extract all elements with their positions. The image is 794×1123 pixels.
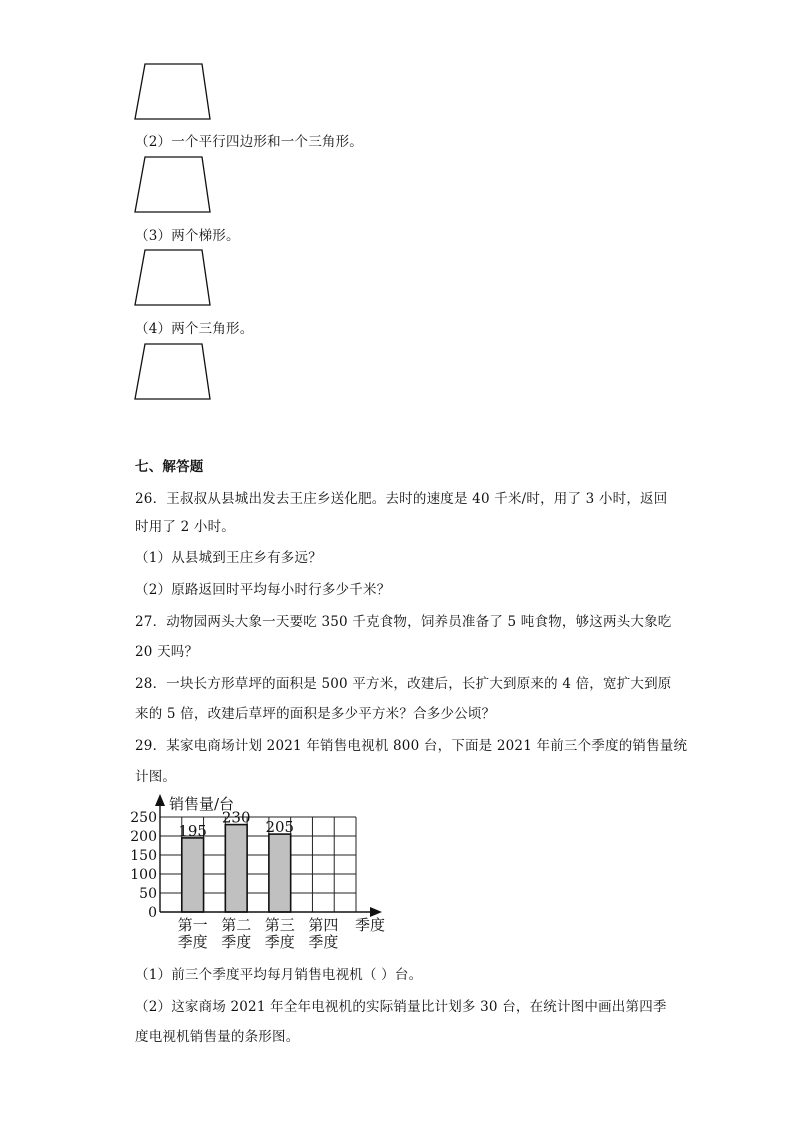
y-tick-label-3: 150 xyxy=(130,848,157,864)
problem-26-sub-1: （1）从县城到王庄乡有多远？ xyxy=(135,550,322,566)
problem-27-line-1: 27．动物园两头大象一天要吃 350 千克食物，饲养员准备了 5 吨食物，够这两头大象吃 xyxy=(135,614,672,630)
problem-29-line-2: 计图。 xyxy=(135,769,177,785)
item-4-text: （4）两个三角形。 xyxy=(135,321,254,337)
x-category-label-2-line-2: 季度 xyxy=(221,933,252,951)
x-category-label-1-line-1: 第一 xyxy=(177,916,208,934)
problem-29-sub-2-line-2: 度电视机销售量的条形图。 xyxy=(135,1029,300,1045)
sales-bar-chart xyxy=(130,790,400,955)
data-label-3: 205 xyxy=(265,818,295,837)
problem-28-line-1: 28．一块长方形草坪的面积是 500 平方米，改建后，长扩大到原来的 4 倍，宽扩大到原 xyxy=(135,676,672,692)
bar-3 xyxy=(269,834,291,912)
problem-29-line-1: 29．某家电商场计划 2021 年销售电视机 800 台，下面是 2021 年前三个季度的销售量统 xyxy=(135,738,688,754)
problem-28-line-2: 来的 5 倍，改建后草坪的面积是多少平方米？合多少公顷？ xyxy=(135,706,496,722)
problem-26-line-1: 26．王叔叔从县城出发去王庄乡送化肥。去时的速度是 40 千米/时，用了 3 小时，返回 xyxy=(135,491,668,507)
y-axis-arrow xyxy=(155,794,165,806)
problem-26-line-2: 时用了 2 小时。 xyxy=(135,519,235,535)
trapezoid-figure-4 xyxy=(132,342,214,402)
x-category-label-3-line-2: 季度 xyxy=(264,933,295,951)
data-label-1: 195 xyxy=(178,821,207,840)
problem-29-sub-2-line-1: （2）这家商场 2021 年全年电视机的实际销量比计划多 30 台，在统计图中画出第四季 xyxy=(135,999,667,1015)
y-tick-label-4: 200 xyxy=(130,829,157,845)
trapezoid-figure-1 xyxy=(132,62,214,122)
x-category-label-4-line-2: 季度 xyxy=(308,933,339,951)
x-category-label-2-line-1: 第二 xyxy=(221,916,252,934)
trapezoid-figure-2 xyxy=(132,155,214,215)
item-3-text: （3）两个梯形。 xyxy=(135,228,240,244)
problem-27-line-2: 20 天吗？ xyxy=(135,644,199,660)
x-axis-label: 季度 xyxy=(354,916,386,934)
section-title: 七、解答题 xyxy=(135,459,204,475)
x-category-label-1-line-2: 季度 xyxy=(177,933,208,951)
y-tick-label-1: 50 xyxy=(139,886,157,902)
item-2-text: （2）一个平行四边形和一个三角形。 xyxy=(135,134,363,150)
x-category-label-4-line-1: 第四 xyxy=(308,916,339,934)
x-category-label-3-line-1: 第三 xyxy=(264,916,295,934)
y-tick-label-5: 250 xyxy=(130,810,157,826)
y-tick-label-2: 100 xyxy=(130,867,157,883)
y-axis-label: 销售量/台 xyxy=(169,795,235,813)
bar-1 xyxy=(182,838,204,912)
bar-2 xyxy=(225,825,247,912)
problem-26-sub-2: （2）原路返回时平均每小时行多少千米？ xyxy=(135,582,391,598)
y-tick-label-0: 0 xyxy=(148,905,157,921)
data-label-2: 230 xyxy=(221,808,251,827)
problem-29-sub-1: （1）前三个季度平均每月销售电视机（ ）台。 xyxy=(135,967,423,983)
trapezoid-figure-3 xyxy=(132,248,214,308)
